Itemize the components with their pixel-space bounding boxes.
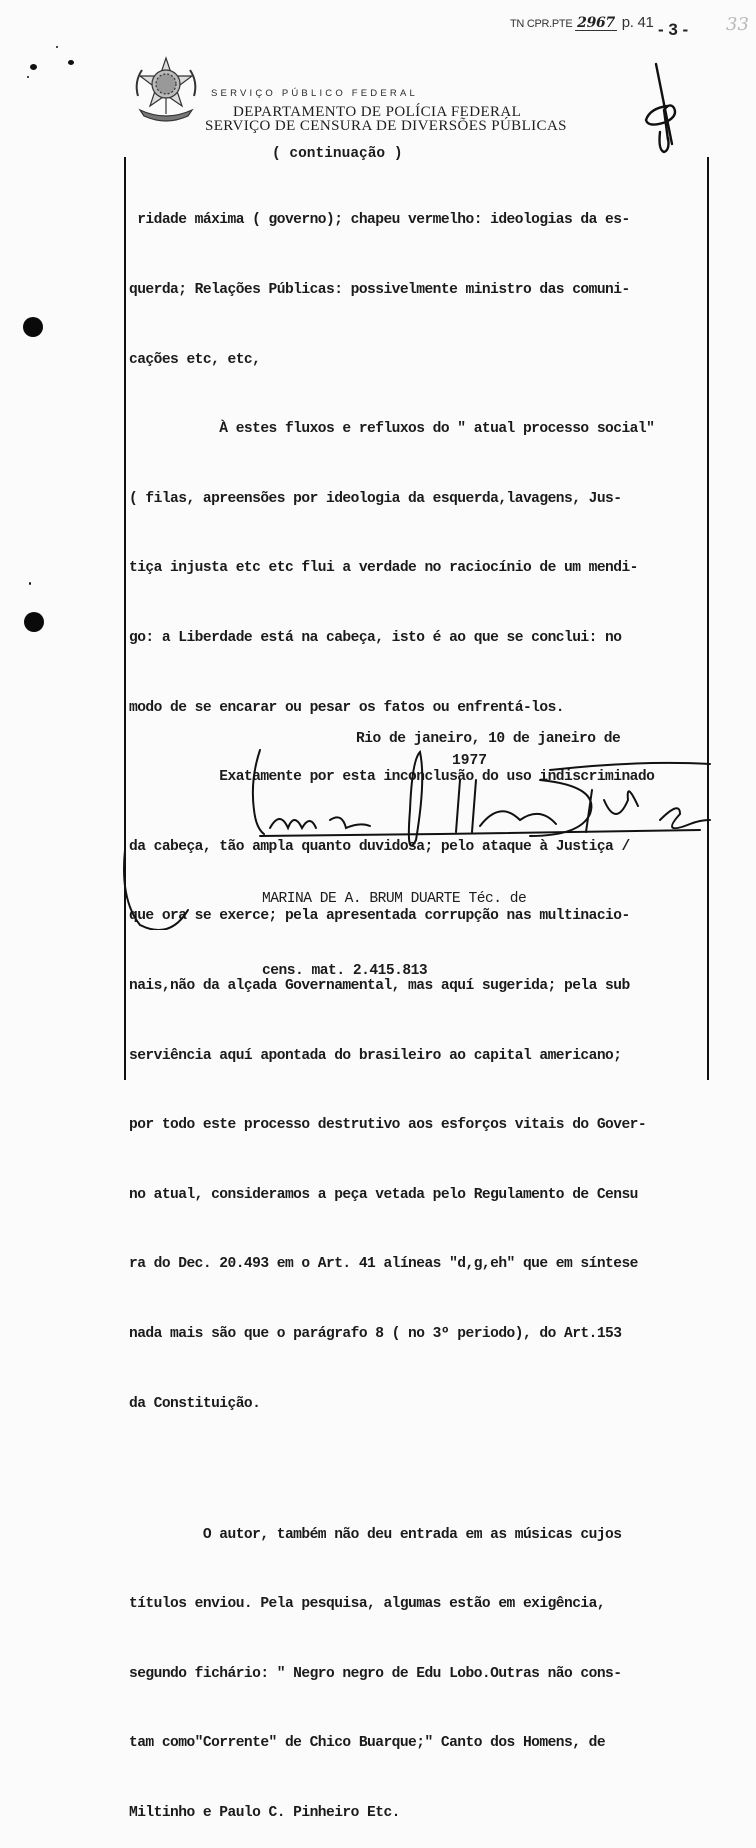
letterhead-department: DEPARTAMENTO DE POLÍCIA FEDERAL: [233, 104, 522, 120]
body-line: cações etc, etc,: [129, 351, 261, 368]
process-number: 2967: [577, 15, 615, 31]
signer-registration: cens. mat. 2.415.813: [262, 963, 428, 979]
ink-speck: [27, 76, 29, 78]
body-line: no atual, consideramos a peça vetada pelo Regulamento de Censu: [129, 1186, 638, 1203]
continuation-label: ( continuação ): [272, 146, 403, 162]
ink-speck: [68, 60, 74, 65]
body-line: querda; Relações Públicas: possivelmente ministro das comuni-: [129, 282, 630, 298]
body-line: go: a Liberdade está na cabeça, isto é ao que se conclui: no: [129, 629, 622, 646]
date-year: 1977: [452, 753, 488, 769]
body-line: modo de se encarar ou pesar os fatos ou enfrentá-los.: [129, 699, 565, 716]
body-line: Miltinho e Paulo C. Pinheiro Etc.: [129, 1804, 400, 1821]
body-line: nada mais são que o parágrafo 8 ( no 3º periodo), do Art.153: [129, 1325, 622, 1342]
margin-rule-left: [124, 157, 126, 1080]
place-date: Rio de janeiro, 10 de janeiro de: [356, 731, 621, 747]
signer-name-title: MARINA DE A. BRUM DUARTE Téc. de: [262, 891, 527, 907]
folio-number: 33: [726, 14, 749, 35]
punch-hole-bottom: [24, 612, 44, 632]
ink-speck: [29, 582, 31, 585]
body-line: da Constituição.: [129, 1395, 261, 1412]
letterhead-division: SERVIÇO DE CENSURA DE DIVERSÕES PÚBLICAS: [205, 118, 567, 134]
body-line: nais,não da alçada Governamental, mas aquí sugerida; pela sub: [129, 977, 630, 994]
body-line: ridade máxima ( governo); chapeu vermelho: ideologias da es-: [129, 212, 630, 229]
initials-rubric-icon: [640, 58, 690, 158]
body-line: tam como"Corrente" de Chico Buarque;" Canto dos Homens, de: [129, 1735, 606, 1752]
body-line: tiça injusta etc etc flui a verdade no raciocínio de um mendi-: [129, 560, 638, 577]
body-line: O autor, também não deu entrada em as músicas cujos: [129, 1526, 622, 1543]
brazil-coat-of-arms-icon: [130, 56, 202, 122]
archive-prefix: TN CPR.PTE: [510, 18, 573, 30]
body-line: que ora se exerce; pela apresentada corrupção nas multinacio-: [129, 908, 630, 925]
punch-hole-top: [23, 317, 43, 337]
body-line: serviência aquí apontada do brasileiro ao capital americano;: [129, 1047, 622, 1064]
body-line: da cabeça, tão ampla quanto duvidosa; pelo ataque à Justiça /: [129, 838, 630, 855]
ink-speck: [30, 64, 37, 70]
body-line: À estes fluxos e refluxos do " atual processo social": [129, 421, 655, 438]
letterhead-service: SERVIÇO PÚBLICO FEDERAL: [211, 88, 418, 99]
body-line: Exatamente por esta inconclusão do uso indiscriminado: [129, 769, 655, 786]
body-line: ( filas, apreensões por ideologia da esquerda,lavagens, Jus-: [129, 490, 622, 507]
signer-block: [262, 839, 526, 1007]
body-line: títulos enviou. Pela pesquisa, algumas estão em exigência,: [129, 1596, 606, 1613]
body-line: segundo fichário: " Negro negro de Edu Lobo.Outras não cons-: [129, 1665, 622, 1682]
page-number: - 3 -: [658, 20, 689, 39]
body-line: por todo este processo destrutivo aos esforços vitais do Gover-: [129, 1117, 647, 1134]
archive-page-label: p. 41: [621, 14, 654, 31]
archive-stamp: [510, 14, 654, 31]
ink-speck: [56, 46, 58, 48]
body-line: ra do Dec. 20.493 em o Art. 41 alíneas "d,g,eh" que em síntese: [129, 1256, 638, 1273]
body-line: [129, 1462, 719, 1477]
